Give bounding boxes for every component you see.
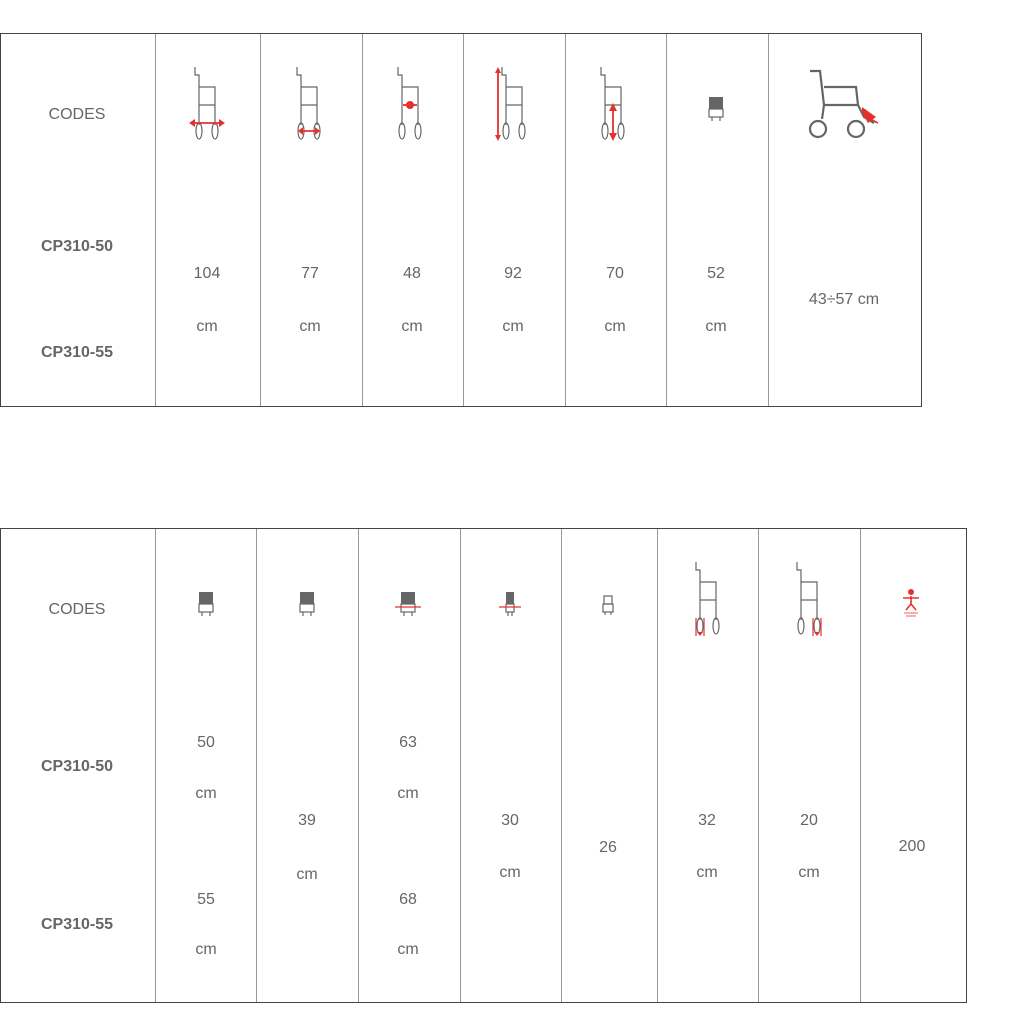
rear-wheel-value: 20 [800,812,818,829]
seat-width-narrow-icon [295,588,319,618]
seat-width-icon [194,588,218,618]
unit-label: cm [397,941,419,958]
unit-label: cm [401,318,423,335]
overall-width-value-55: 68 [399,891,417,908]
unit-label: cm [299,318,321,335]
max-capacity-value: 200 [898,838,926,855]
seat-width-narrow-value: 39 [298,812,316,829]
folded-width-value: 30 [501,812,519,829]
overall-height-icon [492,65,532,145]
unit-label: cm [696,864,718,881]
wheelbase-length-icon [289,65,329,145]
codes-header: CODES [48,601,106,618]
front-wheel-icon [688,560,728,640]
seat-width-icon [704,93,728,123]
unit-label: cm [195,785,217,802]
folded-width-icon [495,588,525,618]
unit-label: cm [397,785,419,802]
footrest-adjust-value: 43÷57 cm [808,291,880,308]
column-divider [460,529,461,1002]
seat-width-value-55: 55 [197,891,215,908]
overall-width-value-50: 63 [399,734,417,751]
weight-icon [598,593,618,617]
unit-label: cm [195,941,217,958]
column-divider [362,34,363,406]
column-divider [565,34,566,406]
rear-wheel-icon [789,560,829,640]
product-code: CP310-50 [40,238,114,255]
overall-height-value: 92 [504,265,522,282]
column-divider [860,529,861,1002]
unit-label: cm [705,318,727,335]
seat-width-value-50: 50 [197,734,215,751]
column-divider [155,34,156,406]
front-wheel-value: 32 [698,812,716,829]
column-divider [256,529,257,1002]
max-capacity-icon [898,588,924,618]
unit-label: cm [604,318,626,335]
column-divider [768,34,769,406]
column-divider [561,529,562,1002]
column-divider [260,34,261,406]
footrest-adjust-icon [804,65,884,145]
column-divider [758,529,759,1002]
product-code: CP310-55 [40,916,114,933]
column-divider [155,529,156,1002]
overall-width-icon [393,588,423,618]
column-divider [463,34,464,406]
seat-height-icon [593,65,633,145]
overall-length-icon [187,65,227,145]
unit-label: cm [296,866,318,883]
seat-width-value: 52 [707,265,725,282]
column-divider [666,34,667,406]
product-code: CP310-55 [40,344,114,361]
unit-label: cm [798,864,820,881]
unit-label: cm [499,864,521,881]
codes-header: CODES [48,106,106,123]
specs-table-1 [0,33,922,407]
unit-label: cm [196,318,218,335]
seat-depth-icon [390,65,430,145]
wheelbase-length-value: 77 [301,265,319,282]
column-divider [358,529,359,1002]
column-divider [657,529,658,1002]
seat-depth-value: 48 [403,265,421,282]
product-code: CP310-50 [40,758,114,775]
seat-height-value: 70 [606,265,624,282]
unit-label: cm [502,318,524,335]
weight-value: 26 [599,839,617,856]
overall-length-value: 104 [193,265,221,282]
